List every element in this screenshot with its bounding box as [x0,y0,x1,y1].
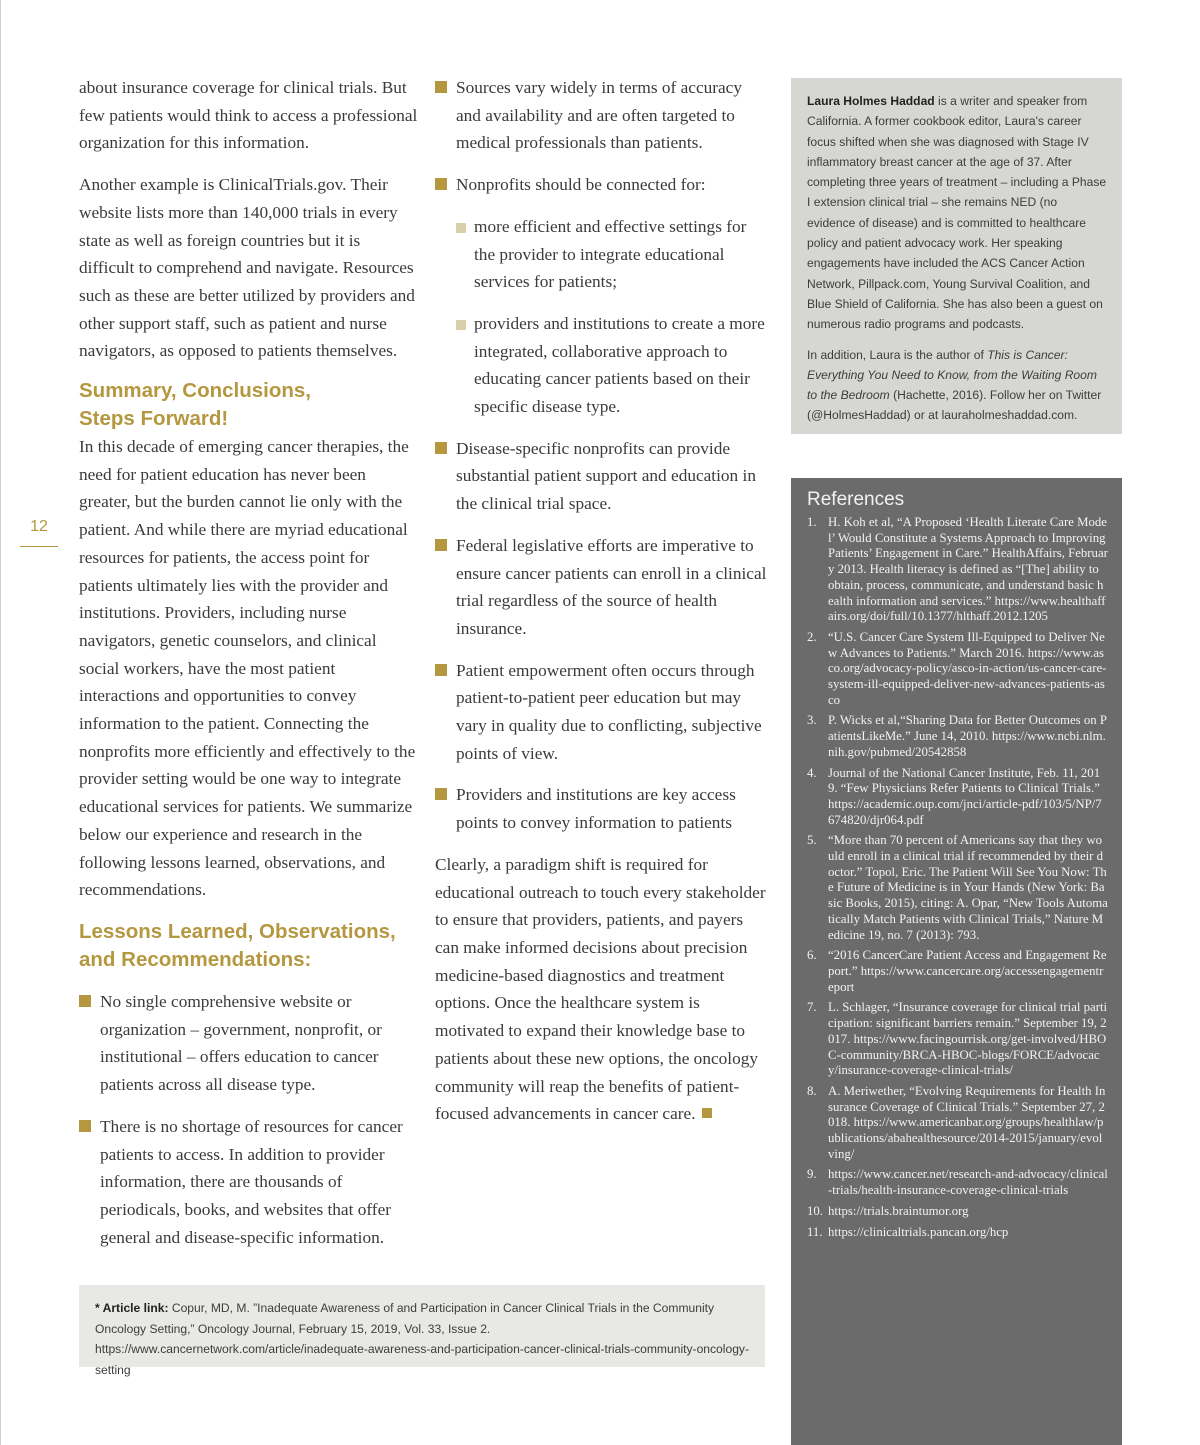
bullet-square-icon [435,81,447,93]
reference-number: 2. [807,629,817,644]
reference-item [807,713,1108,760]
bullet-text: providers and institutions to create a more integrated, collaborative approach to educating cancer patients based on their specific disease type. [474,313,765,417]
page-number: 12 [30,518,48,535]
reference-item [807,1084,1108,1163]
reference-text: https://clinicaltrials.pancan.org/hcp [828,1224,1009,1239]
bullet-item [79,988,419,1099]
reference-item [807,1225,1108,1241]
reference-item [807,630,1108,709]
article-link-label: * Article link: [95,1301,169,1315]
reference-item [807,766,1108,829]
page-number-rule [20,546,58,547]
closing-paragraph [435,851,770,1128]
page-edge [0,0,1,1445]
bullet-text: Providers and institutions are key access points to convey information to patients [456,785,736,833]
bio-paragraph [807,91,1108,335]
reference-text: Journal of the National Cancer Institute, Feb. 11, 2019. “Few Physicians Refer Patients to Clinical Trials.” https://academic.oup.com/jnci/article-pdf/103/5/NP/7674820/djr064.pdf [828,765,1102,827]
bullet-item [435,781,770,836]
bullet-item [435,532,770,643]
reference-number: 7. [807,1000,817,1015]
reference-number: 1. [807,515,817,529]
reference-item [807,833,1108,943]
bullet-text: more efficient and effective settings for the provider to integrate educational services for patients; [474,216,747,292]
reference-number: 3. [807,713,817,728]
reference-item [807,948,1108,995]
bullet-text: Disease-specific nonprofits can provide substantial patient support and education in the clinical trial space. [456,438,756,514]
end-mark-icon [702,1108,712,1118]
book-title: This is Cancer: Everything You Need to Know, from the Waiting Room to the Bedroom [807,347,1097,403]
sub-bullet-square-icon [456,223,466,233]
article-link-text: Copur, MD, M. ”Inadequate Awareness of and Participation in Cancer Clinical Trials in the Community Oncology Setting,” Oncology Journal, February 15, 2019, Vol. 33, Issue 2. https://www.cancernetwork.com/article/inadequate-awareness-and-participation-cancer-clinical-trials-community-oncology-setting [95,1301,750,1377]
bullet-square-icon [435,788,447,800]
references-title: References [807,489,905,510]
bullet-text: No single comprehensive website or organization – government, nonprofit, or institutional – offers education to cancer patients across all disease type. [100,991,382,1095]
reference-item [807,1000,1108,1079]
heading-line: and Recommendations: [79,947,312,971]
reference-number: 10. [807,1203,823,1218]
column-2 [435,74,770,1128]
bullet-item [435,171,770,199]
author-name: Laura Holmes Haddad [807,94,935,108]
reference-text: H. Koh et al, “A Proposed ‘Health Literate Care Model’ Would Constitute a Systems Approach to Improving Patients’ Engagement in Care.” HealthAffairs, February 2013. Health literacy is defined as “[The] ability to obtain, process, communicate, and understand basic health information and services.” https://www.healthaffairs.org/doi/full/10.1377/hlthaff.2012.1205 [828,515,1108,624]
bullet-text: Sources vary widely in terms of accuracy and availability and are often targeted to medical professionals than patients. [456,78,742,153]
references-list [807,515,1108,1240]
reference-text: “2016 CancerCare Patient Access and Engagement Report.” https://www.cancercare.org/accessengagementreport [828,948,1107,994]
section-heading-lessons [79,918,419,974]
bio-text: In addition, Laura is the author of [807,347,988,362]
bullet-square-icon [79,1120,91,1132]
article-link-box [79,1285,765,1377]
heading-line: Lessons Learned, Observations, [79,919,396,943]
reference-item [807,1167,1108,1198]
bullet-text: Patient empowerment often occurs through patient-to-patient peer education but may vary in quality due to conflicting, subjective points of view. [456,660,762,763]
bullet-square-icon [79,995,91,1007]
bullet-square-icon [435,664,447,676]
references-box [791,478,1122,1445]
reference-number: 6. [807,948,817,963]
reference-number: 9. [807,1167,817,1182]
bullet-text: Federal legislative efforts are imperative to ensure cancer patients can enroll in a clinical trial regardless of the source of health insurance. [456,535,767,638]
reference-item [807,1204,1108,1220]
paragraph: In this decade of emerging cancer therapies, the need for patient education has never been greater, but the burden cannot lie only with the patient. And while there are myriad educational resources for patients, the access point for patients ultimately lies with the provider and institutions. Providers, including nurse navigators, genetic counselors, and clinical social workers, have the most patient interactions and opportunities to convey information to the patient. Connecting the nonprofits more efficiently and effectively to the provider setting would be one way to integrate educational services for patients. We summarize below our experience and research in the following lessons learned, observations, and recommendations. [79,437,416,900]
reference-text: https://trials.braintumor.org [828,1203,969,1218]
author-bio-box [791,78,1122,434]
bullet-square-icon [435,539,447,551]
reference-number: 8. [807,1083,817,1098]
heading-line: Steps Forward! [79,407,229,431]
bullet-item [435,74,770,157]
bullet-item [435,657,770,768]
bullet-item [79,1113,419,1252]
sub-bullet-square-icon [456,320,466,330]
bullet-square-icon [435,442,447,454]
reference-text: “U.S. Cancer Care System Ill-Equipped to Deliver New Advances to Patients.” March 2016. https://www.asco.org/advocacy-policy/asco-in-action/us-cancer-care-system-ill-equipped-deliver-new-advances-patients-asco [828,629,1107,707]
reference-text: “More than 70 percent of Americans say that they would enroll in a clinical trial if recommended by their doctor.” Topol, Eric. The Patient Will See You Now: The Future of Medicine is in Your Hands (New York: Basic Books, 2015), citing: A. Opar, “New Tools Automatically Match Patients with Clinical Trials,” Nature Medicine 19, no. 7 (2013): 793. [828,833,1108,942]
bullet-text: There is no shortage of resources for cancer patients to access. In addition to provider information, there are thousands of periodicals, books, and websites that offer general and disease-specific information. [100,1116,403,1247]
bio-text: (Hachette, 2016). Follow her on Twitter (@HolmesHaddad) or at lauraholmeshaddad.com. [807,388,1102,423]
reference-item [807,515,1108,625]
reference-text: A. Meriwether, “Evolving Requirements for Health Insurance Coverage of Clinical Trials.” September 27, 2018. https://www.americanbar.org/groups/healthlaw/publications/abahealthesource/2014-2015/january/evolving/ [828,1083,1106,1161]
reference-number: 11. [807,1224,823,1239]
bullet-item [435,435,770,518]
bullet-text: Nonprofits should be connected for: [456,175,706,195]
paragraph: about insurance coverage for clinical trials. But few patients would think to access a professional organization for this information. [79,78,418,153]
paragraph: Another example is ClinicalTrials.gov. Their website lists more than 140,000 trials in every state as well as foreign countries but it is difficult to comprehend and navigate. Resources such as these are better utilized by providers and other support staff, such as patient and nurse navigators, as opposed to patients themselves. [79,175,415,361]
bio-paragraph [807,345,1108,426]
reference-text: https://www.cancer.net/research-and-advocacy/clinical-trials/health-insurance-coverage-clinical-trials [828,1167,1108,1198]
heading-line: Summary, Conclusions, [79,379,312,403]
reference-number: 5. [807,833,817,848]
reference-number: 4. [807,765,817,780]
section-heading-summary [79,377,419,433]
reference-text: P. Wicks et al,“Sharing Data for Better Outcomes on PatientsLikeMe.” June 14, 2010. https://www.ncbi.nlm.nih.gov/pubmed/20542858 [828,713,1107,759]
sub-bullet-item [435,310,770,421]
column-1 [79,74,419,1251]
bio-text: is a writer and speaker from California. A former cookbook editor, Laura's career focus shifted when she was diagnosed with Stage IV inflammatory breast cancer at the age of 37. After completing three years of treatment – including a Phase I extension clinical trial – she remains NED (no evidence of disease) and is committed to healthcare policy and patient advocacy work. Her speaking engagements have included the ACS Cancer Action Network, Pillpack.com, Young Survival Coalition, and Blue Shield of California. She has also been a guest on numerous radio programs and podcasts. [807,94,1107,332]
sub-bullet-item [435,213,770,296]
bullet-square-icon [435,178,447,190]
paragraph-text: Clearly, a paradigm shift is required for educational outreach to touch every stakeholder to ensure that providers, patients, and payers can make informed decisions about precision medicine-based diagnostics and treatment options. Once the healthcare system is motivated to expand their knowledge base to patients about these new options, the oncology community will reap the benefits of patient-focused advancements in cancer care. [435,854,766,1124]
reference-text: L. Schlager, “Insurance coverage for clinical trial participation: significant barriers remain.” September 19, 2017. https://www.facingourrisk.org/get-involved/HBOC-community/BRCA-HBOC-blogs/FORCE/advocacy/insurance-coverage-clinical-trials/ [828,1000,1108,1078]
